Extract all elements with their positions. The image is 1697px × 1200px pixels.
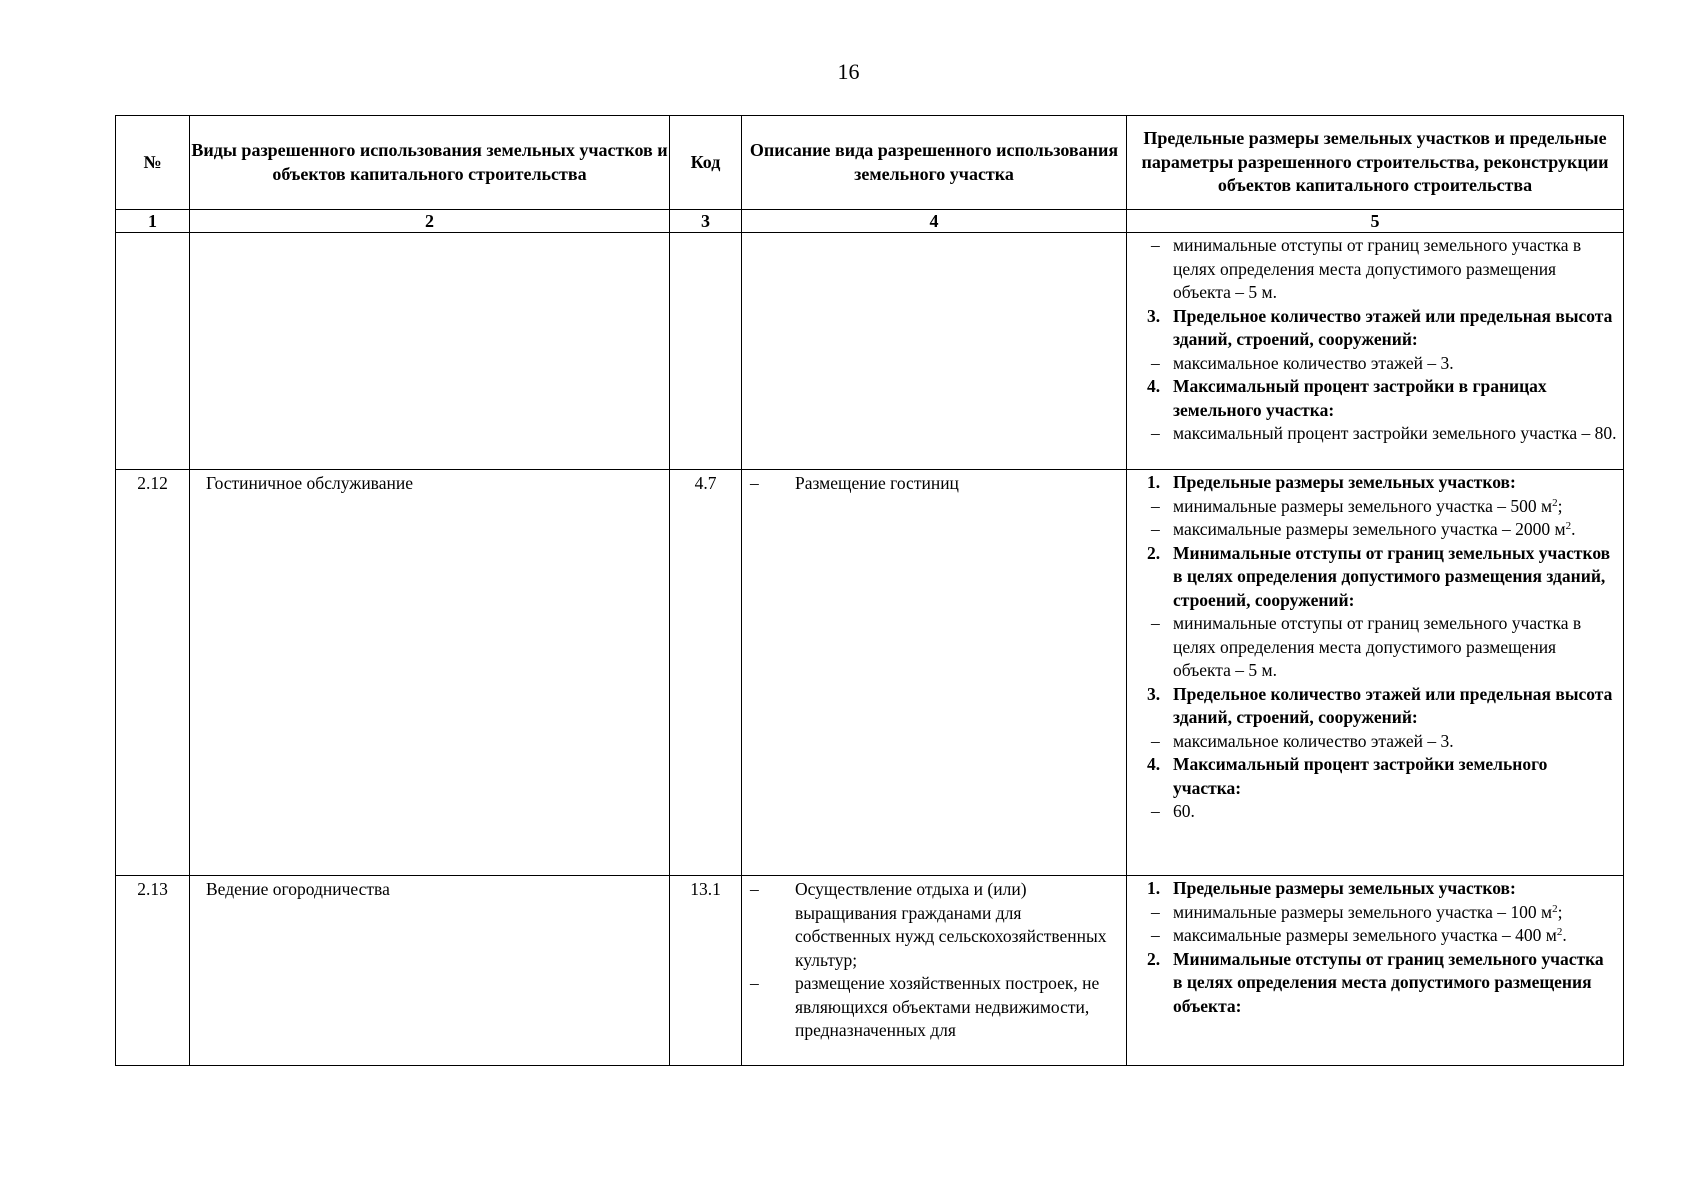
use-description [742,233,1127,470]
item-text: минимальные отступы от границ земельного участка в целях определения места допустимого размещения объекта – 5 м. [1173,613,1582,680]
heading-number: 2. [1147,948,1161,969]
use-description [742,470,1127,876]
heading-text: Максимальный процент застройки земельного участка: [1173,754,1548,798]
column-number: 1 [116,210,190,233]
heading-text: Минимальные отступы от границ земельных участков в целях определения допустимого размещения зданий, строений, сооружений: [1173,542,1611,610]
description-item: – Размещение гостиниц [750,472,1118,496]
use-type-name: Ведение огородничества [190,876,670,1066]
header-description: Описание вида разрешенного использования земельного участка [742,116,1127,210]
parameter-item [1141,495,1617,519]
superscript: 2 [1556,926,1563,938]
parameter-item [1141,730,1617,754]
item-text: максимальный процент застройки земельного участка – 80. [1173,423,1617,443]
land-use-table [115,115,1624,1066]
column-number: 4 [742,210,1127,233]
superscript: 2 [1552,496,1558,509]
heading-number: 1. [1147,878,1161,898]
parameter-item [1141,422,1617,446]
item-tail: . [1562,925,1567,945]
column-numbers-row [116,210,1624,233]
header-number: № [116,116,190,210]
header-use-types: Виды разрешенного использования земельных участков и объектов капитального строительства [190,116,670,210]
parameter-item [1141,901,1617,925]
item-text: минимальные размеры земельного участка – 500 м [1173,495,1553,516]
item-text: максимальное количество этажей – 3. [1173,730,1454,751]
use-type-name: Гостиничное обслуживание [190,470,670,876]
item-text: 60. [1173,801,1195,821]
item-text: минимальные размеры земельного участка – 100 м [1173,901,1553,922]
parameter-heading [1141,877,1617,901]
column-number: 5 [1127,210,1624,233]
parameter-item [1141,234,1617,305]
superscript: 2 [1552,902,1558,915]
parameter-heading [1141,753,1617,800]
heading-text: Максимальный процент застройки в границах земельного участка: [1173,376,1547,420]
item-text: максимальные размеры земельного участка – 400 м [1173,925,1557,945]
table-row [116,470,1624,876]
heading-number: 4. [1147,754,1161,774]
parameter-heading [1141,683,1617,730]
parameters-cell [1127,470,1624,876]
item-text: максимальное количество этажей – 3. [1173,352,1454,373]
item-text: максимальные размеры земельного участка – 2000 м [1173,519,1566,539]
item-text: минимальные отступы от границ земельного участка в целях определения места допустимого размещения объекта – 5 м. [1173,235,1582,302]
use-code: 13.1 [670,876,742,1066]
use-type-name [190,233,670,470]
parameters-cell [1127,876,1624,1066]
parameter-item [1141,612,1617,683]
header-row [116,116,1624,210]
parameter-heading [1141,948,1617,1019]
header-parameters: Предельные размеры земельных участков и предельные параметры разрешенного строительства, реконструкции объектов капитального строительства [1127,116,1624,210]
page-number: 16 [837,59,860,84]
heading-number: 4. [1147,376,1161,396]
table-row [116,233,1624,470]
parameters-cell [1127,233,1624,470]
use-code: 4.7 [670,470,742,876]
heading-number: 1. [1147,472,1161,492]
parameter-heading [1141,305,1617,352]
heading-number: 2. [1147,542,1161,563]
item-tail: ; [1557,495,1563,516]
parameter-heading [1141,471,1617,495]
heading-number: 3. [1147,683,1161,704]
heading-number: 3. [1147,305,1161,326]
description-item: – размещение хозяйственных построек, не являющихся объектами недвижимости, предназначенных для [750,972,1118,1043]
item-tail: . [1571,519,1576,539]
item-tail: ; [1557,901,1563,922]
parameter-item [1141,352,1617,376]
table-row [116,876,1624,1066]
heading-text: Минимальные отступы от границ земельного участка в целях определения места допустимого размещения объекта: [1173,948,1604,1016]
parameter-heading [1141,542,1617,613]
header-code: Код [670,116,742,210]
parameter-item [1141,800,1617,824]
use-code [670,233,742,470]
row-number: 2.13 [116,876,190,1066]
heading-text: Предельное количество этажей или предельная высота зданий, строений, сооружений: [1173,683,1613,727]
column-number: 2 [190,210,670,233]
use-description [742,876,1127,1066]
description-item: – Осуществление отдыха и (или) выращивания гражданами для собственных нужд сельскохозяйственных культур; [750,878,1118,972]
heading-text: Предельное количество этажей или предельная высота зданий, строений, сооружений: [1173,305,1613,349]
row-number: 2.12 [116,470,190,876]
superscript: 2 [1565,520,1572,532]
row-number [116,233,190,470]
parameter-item [1141,518,1617,542]
parameter-item [1141,924,1617,948]
parameter-heading [1141,375,1617,422]
table-body [116,233,1624,1066]
column-number: 3 [670,210,742,233]
heading-text: Предельные размеры земельных участков: [1173,472,1516,492]
heading-text: Предельные размеры земельных участков: [1173,878,1516,898]
